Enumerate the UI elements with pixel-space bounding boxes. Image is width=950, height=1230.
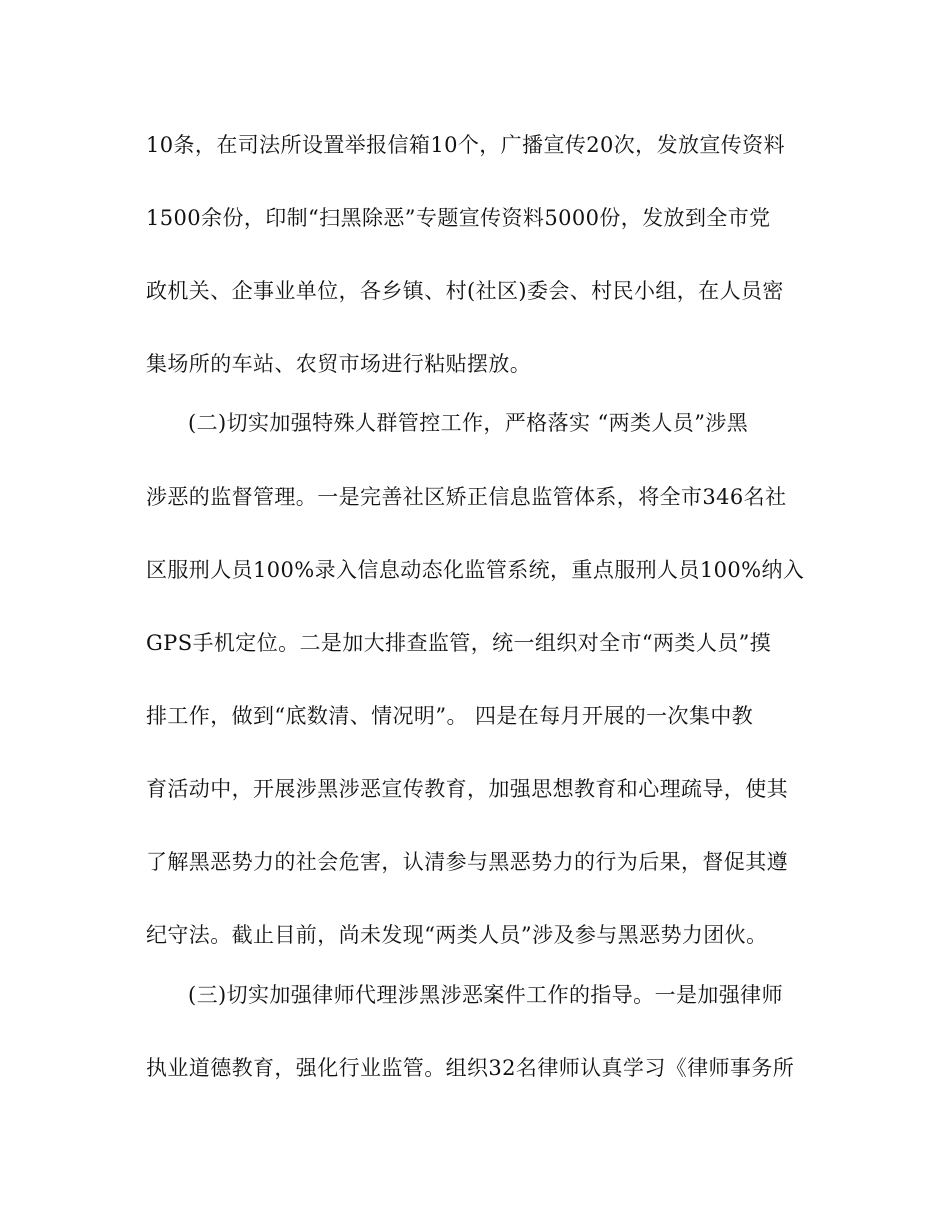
text-line: 区服刑人员100%录入信息动态化监管系统，重点服刑人员100%纳入: [146, 558, 805, 582]
text-line: 执业道德教育，强化行业监管。组织32名律师认真学习《律师事务所: [146, 1056, 795, 1080]
text-line: 1500余份，印制“扫黑除恶”专题宣传资料5000份，发放到全市党: [146, 206, 771, 230]
text-line: 集场所的车站、农贸市场进行粘贴摆放。: [146, 352, 532, 376]
text-line: 纪守法。截止目前，尚未发现“两类人员”涉及参与黑恶势力团伙。: [146, 923, 768, 947]
text-line: 育活动中，开展涉黑涉恶宣传教育，加强思想教育和心理疏导，使其: [146, 777, 788, 801]
text-line: 政机关、企事业单位，各乡镇、村(社区)委会、村民小组，在人员密: [146, 279, 784, 303]
paragraph-start-line: (二)切实加强特殊人群管控工作，严格落实 “两类人员”涉黑: [188, 411, 749, 435]
text-line: GPS手机定位。二是加大排查监管，统一组织对全市“两类人员”摸: [146, 631, 772, 655]
text-line: 10条，在司法所设置举报信箱10个，广播宣传20次，发放宣传资料: [146, 133, 785, 157]
paragraph-start-line: (三)切实加强律师代理涉黑涉恶案件工作的指导。一是加强律师: [188, 983, 783, 1007]
text-line: 涉恶的监督管理。一是完善社区矫正信息监管体系，将全市346名社: [146, 485, 787, 509]
text-line: 了解黑恶势力的社会危害，认清参与黑恶势力的行为后果，督促其遵: [146, 850, 788, 874]
text-line: 排工作，做到“底数清、情况明”。 四是在每月开展的一次集中教: [146, 704, 754, 728]
